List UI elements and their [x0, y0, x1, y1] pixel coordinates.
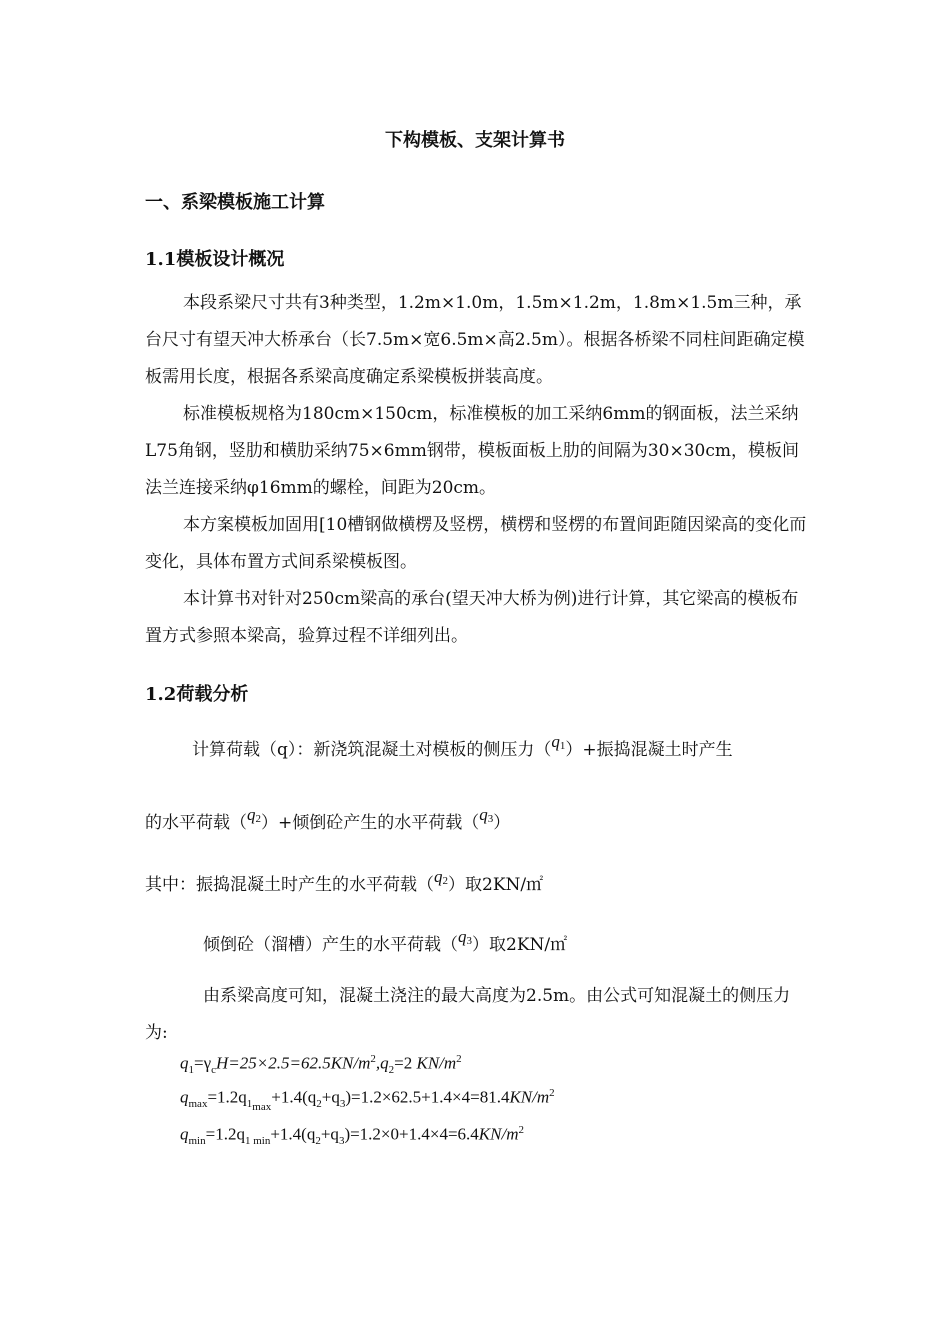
paragraph-block — [145, 978, 810, 1052]
text: 的水平荷载（ — [145, 813, 247, 833]
formula-qmax: $q_{max}=1.2q_{1_{max}}+1.4(q_2+q_3)=1.2\times 62.5+1.4\times 4=81.4KN/m^2$ — [180, 1087, 555, 1114]
subsection-heading: 1.1模板设计概况 — [145, 249, 285, 270]
load-line — [203, 927, 568, 957]
q1-symbol: $q_1$ — [551, 732, 566, 753]
text: ）取2KN/㎡ — [472, 935, 568, 955]
text: 其中：振捣混凝土时产生的水平荷载（ — [145, 875, 434, 895]
load-line — [192, 732, 733, 762]
load-line — [145, 867, 544, 897]
paragraph: 本段系梁尺寸共有3种类型，1.2m×1.0m，1.5m×1.2m，1.8m×1.5m三种，承台尺寸有望天冲大桥承台（长7.5m×宽6.5m×高2.5m）。根据各桥梁不同柱间距确定模板需用长度，根据各系梁高度确定系梁模板拼装高度。 — [145, 293, 805, 387]
q3-symbol: $q_3$ — [458, 927, 472, 948]
load-line — [145, 805, 511, 835]
formula-qmin: $q_{min}=1.2q_{1 min}+1.4(q_2+q_3)=1.2\times 0+1.4\times 4=6.4KN/m^2$ — [180, 1124, 524, 1148]
text: 计算荷载（q）：新浇筑混凝土对模板的侧压力（ — [192, 740, 552, 760]
formula-q1: $q_1=\gamma_cH=25\times 2.5=62.5KN/m^2,q_2=2$ $KN/m^2$ — [180, 1053, 462, 1077]
text: 倾倒砼（溜槽）产生的水平荷载（ — [203, 935, 458, 955]
text: ） — [493, 813, 511, 833]
q2-symbol: $q_2$ — [247, 805, 261, 826]
paragraph: 本方案模板加固用[10槽钢做横楞及竖楞，横楞和竖楞的布置间距随因梁高的变化而变化，具体布置方式间系梁模板图。 — [145, 515, 807, 572]
text: ）取2KN/㎡ — [448, 875, 544, 895]
paragraph-block — [145, 285, 807, 655]
paragraph: 标准模板规格为180cm×150cm，标准模板的加工采纳6mm的钢面板，法兰采纳L75角钢，竖肋和横肋采纳75×6mm钢带，模板面板上肋的间隔为30×30cm，模板间法兰连接采纳φ16mm的螺栓，间距为20cm。 — [145, 404, 800, 498]
paragraph: 本计算书对针对250cm梁高的承台(望天冲大桥为例)进行计算，其它梁高的模板布置方式参照本梁高，验算过程不详细列出。 — [145, 589, 799, 646]
text: ）+倾倒砼产生的水平荷载（ — [261, 813, 480, 833]
q3-symbol: $q_3$ — [479, 805, 494, 826]
document-title: 下构模板、支架计算书 — [385, 130, 565, 151]
q2-symbol: $q_2$ — [434, 867, 448, 888]
paragraph: 由系梁高度可知，混凝土浇注的最大高度为2.5m。由公式可知混凝土的侧压力为: — [145, 986, 791, 1043]
subsection-heading: 1.2荷载分析 — [145, 684, 249, 705]
text: ）+振捣混凝土时产生 — [565, 740, 733, 760]
section-heading: 一、系梁模板施工计算 — [145, 192, 325, 213]
